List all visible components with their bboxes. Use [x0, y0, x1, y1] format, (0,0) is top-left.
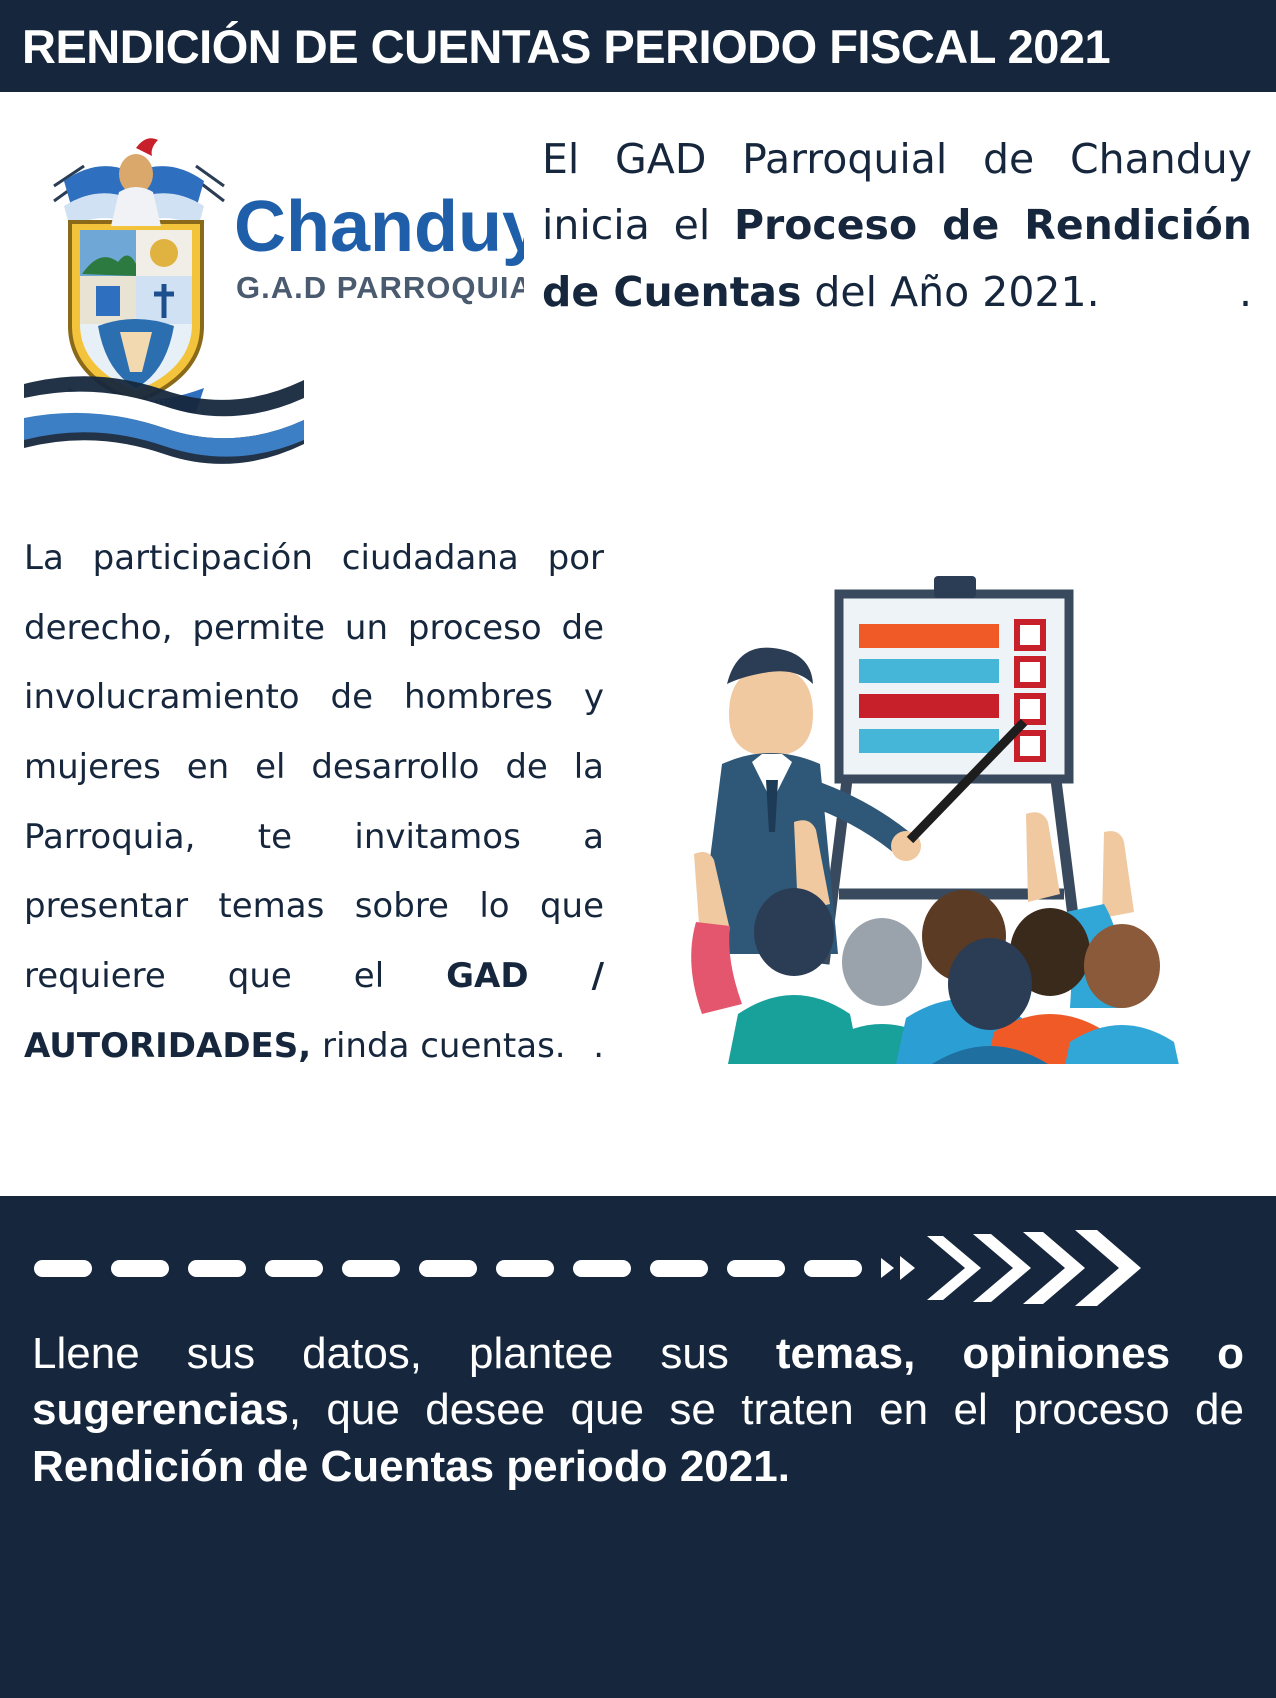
- header-banner: [0, 0, 1276, 92]
- logo-wordmark: Chanduy: [234, 187, 524, 267]
- intro-paragraph: [524, 126, 1252, 325]
- middle-section: [0, 506, 1276, 1082]
- footer-instructions: [26, 1314, 1250, 1495]
- dash-segment: [419, 1260, 477, 1277]
- logo-subtitle: G.A.D PARROQUIAL: [236, 270, 524, 305]
- arrow-divider: [26, 1222, 1250, 1314]
- dash-segment: [342, 1260, 400, 1277]
- footer-bold1: temas, opiniones o sugerencias: [32, 1329, 1245, 1435]
- footer-bold2: Rendición de Cuentas periodo 2021.: [32, 1441, 790, 1491]
- chevron-arrow-group-icon: [921, 1226, 1151, 1310]
- dash-segment: [111, 1260, 169, 1277]
- intro-part1: El GAD Parroquial de Chanduy inicia el: [542, 135, 1252, 250]
- dash-segment: [188, 1260, 246, 1277]
- dash-segment: [34, 1260, 92, 1277]
- dash-segment: [573, 1260, 631, 1277]
- illustration-block: [604, 524, 1252, 1068]
- dash-segment: [650, 1260, 708, 1277]
- dash-segment: [804, 1260, 862, 1277]
- intro-part2: del Año 2021.: [801, 267, 1100, 316]
- intro-trailing-dot: .: [1238, 267, 1252, 316]
- presentation-illustration: [634, 564, 1194, 1064]
- logo-block: [24, 126, 524, 506]
- intro-bold1: Proceso de Rendición de Cuentas: [542, 201, 1252, 316]
- chanduy-logo: [24, 126, 524, 486]
- dash-segment: [265, 1260, 323, 1277]
- body-trailing-dot: .: [593, 1025, 604, 1066]
- chanduy-logo-svg: [24, 126, 524, 486]
- body-paragraph: [24, 524, 604, 1082]
- footer-part2: , que desee que se traten en el proceso de: [288, 1385, 1244, 1435]
- footer-banner: [0, 1196, 1276, 1698]
- dash-segment: [727, 1260, 785, 1277]
- dash-segment: [496, 1260, 554, 1277]
- body-part1: La participación ciudadana por derecho, permite un proceso de involucramiento de hombres y mujeres en el desarrollo de la Parroquia, te invitamos a presentar temas sobre lo que requiere que el: [24, 538, 604, 997]
- page-title: RENDICIÓN DE CUENTAS PERIODO FISCAL 2021: [22, 19, 1111, 73]
- chevron-right-icon: [881, 1258, 894, 1278]
- footer-part1: Llene sus datos, plantee sus: [32, 1329, 776, 1378]
- body-bold1: GAD / AUTORIDADES,: [24, 956, 604, 1066]
- chevron-right-icon: [900, 1256, 915, 1280]
- top-section: [0, 92, 1276, 506]
- body-part2: rinda cuentas.: [311, 1025, 566, 1066]
